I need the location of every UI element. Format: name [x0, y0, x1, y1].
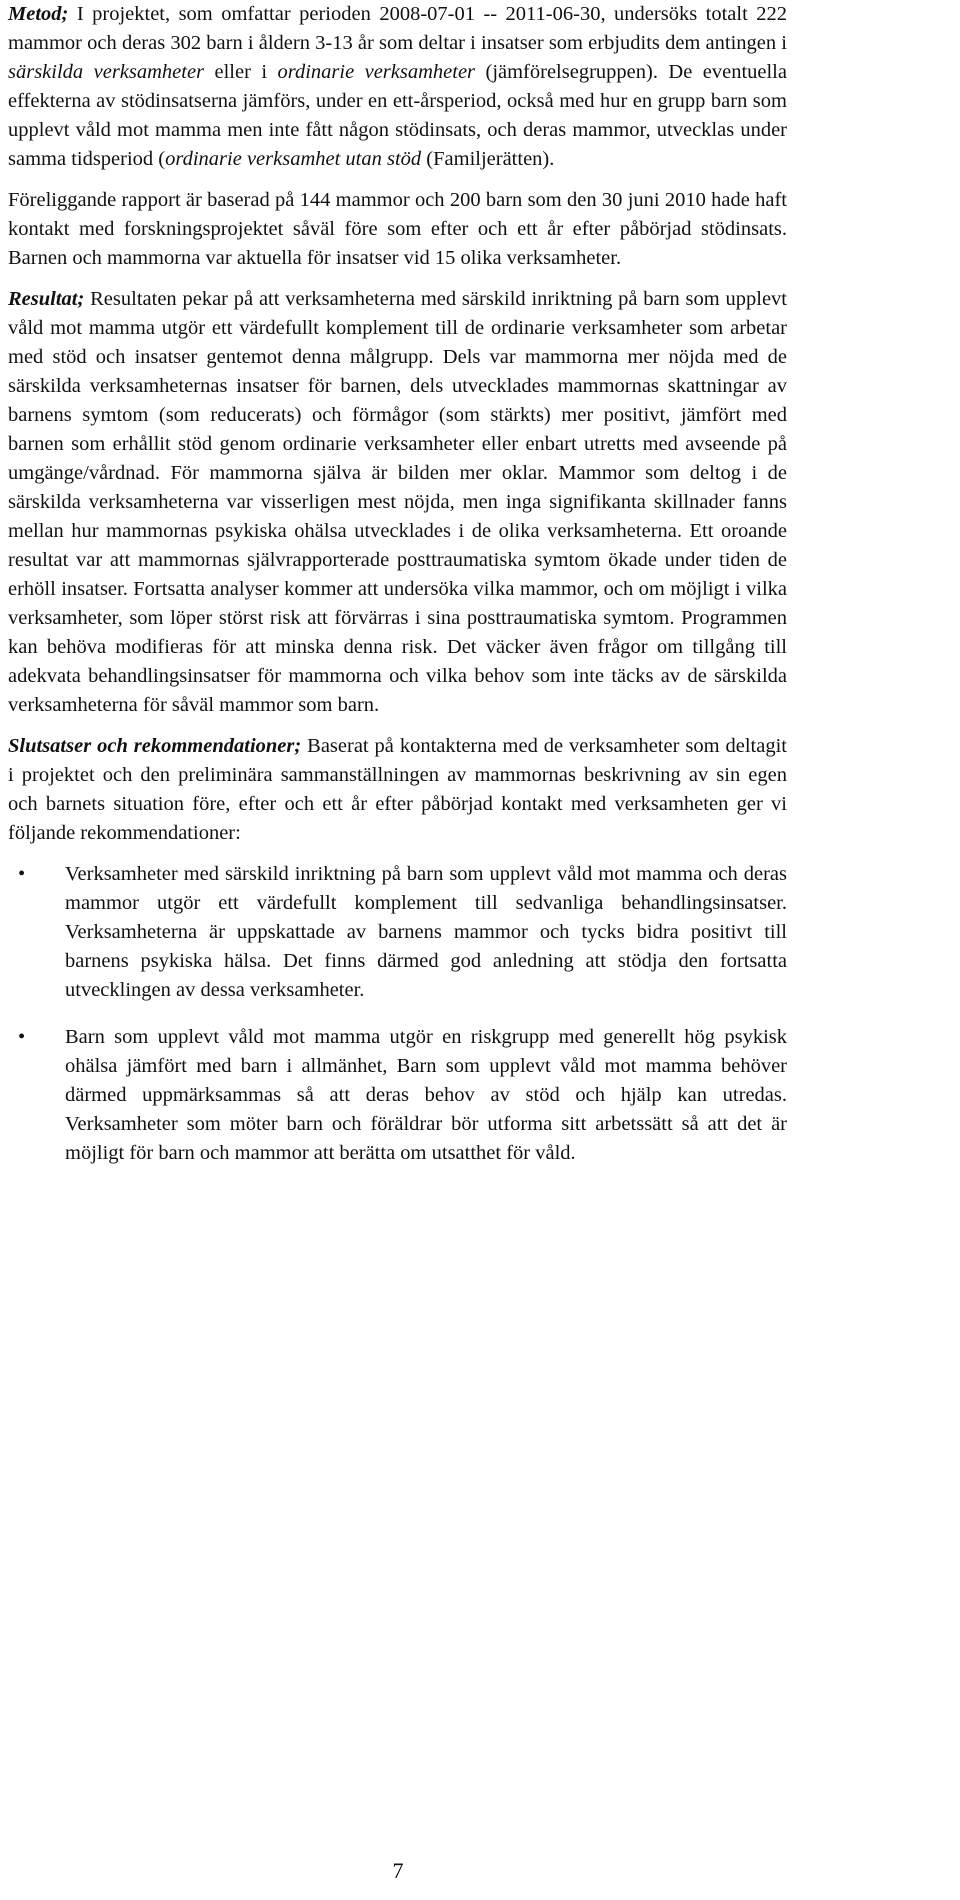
recommendation-list [8, 860, 787, 1168]
metod-italic-1: särskilda verksamheter [8, 61, 205, 83]
heading-resultat: Resultat; [8, 288, 85, 310]
resultat-text: Resultaten pekar på att verksamheterna med särskild inriktning på barn som upplevt våld mot mamma utgör ett värdefullt komplement till de ordinarie verksamheter som arbetar med stöd och insatser gentemot denna målgrupp. Dels var mammorna mer nöjda med de särskilda verksamheternas insatser för barnen, dels utvecklades mammornas skattningar av barnens symtom (som reducerats) och förmågor (som stärkts) mer positivt, jämfört med barnen som erhållit stöd genom ordinarie verksamheter eller enbart utretts med avseende på umgänge/vårdnad. För mammorna själva är bilden mer oklar. Mammor som deltog i de särskilda verksamheterna var visserligen mest nöjda, men inga signifikanta skillnader fanns mellan hur mammornas psykiska ohälsa utvecklades i de olika verksamheterna. Ett oroande resultat var att mammornas självrapporterade posttraumatiska symtom ökade under tiden de erhöll insatser. Fortsatta analyser kommer att undersöka vilka mammor, och om möjligt i vilka verksamheter, som löper störst risk att förvärras i sina posttraumatiska symtom. Programmen kan behöva modifieras för att minska denna risk. Det väcker även frågor om tillgång till adekvata behandlingsinsatser för mammorna och vilka behov som inte täcks av de särskilda verksamheterna för såväl mammor som barn. [8, 288, 787, 716]
bullet-icon: • [18, 863, 26, 885]
metod-text-1: I projektet, som omfattar perioden 2008-07-01 -- 2011-06-30, undersöks totalt 222 mammor och deras 302 barn i åldern 3-13 år som deltar i insatser som erbjudits dem antingen i [8, 3, 787, 54]
bullet-icon: • [18, 1026, 26, 1048]
document-page [8, 0, 787, 1186]
metod-text-2: eller i [204, 61, 278, 83]
page-number: 7 [392, 1858, 404, 1883]
slutsatser-text: Baserat på kontakterna med de verksamheter som deltagit i projektet och den preliminära sammanställningen av mammornas beskrivning av sin egen och barnets situation före, efter och ett år efter påbörjad kontakt med verksamheten ger vi följande rekommendationer: [8, 735, 787, 844]
paragraph-metod [8, 0, 787, 174]
list-item [8, 1023, 787, 1168]
metod-text-4: (Familjerätten). [421, 148, 555, 170]
metod-text-3: (jämförelsegruppen). De eventuella effekterna av stödinsatserna jämförs, under en ett-årsperiod, också med hur en grupp barn som upplevt våld mot mamma men inte fått någon stödinsats, och deras mammor, utvecklas under samma tidsperiod ( [8, 61, 787, 170]
paragraph-resultat [8, 285, 787, 720]
metod-italic-2: ordinarie verksamheter [277, 61, 476, 83]
heading-metod: Metod; [8, 3, 69, 25]
list-item [8, 860, 787, 1005]
heading-slutsatser: Slutsatser och rekommendationer; [8, 735, 302, 757]
metod-italic-3: ordinarie verksamhet utan stöd [165, 148, 422, 170]
paragraph-foreliggande: Föreliggande rapport är baserad på 144 mammor och 200 barn som den 30 juni 2010 hade haft kontakt med forskningsprojektet såväl före som efter och ett år efter påbörjad stödinsats. Barnen och mammorna var aktuella för insatser vid 15 olika verksamheter. [8, 189, 787, 269]
recommendation-text-2: Barn som upplevt våld mot mamma utgör en riskgrupp med generellt hög psykisk ohälsa jämfört med barn i allmänhet, Barn som upplevt våld mot mamma behöver därmed uppmärksammas så att deras behov av stöd och hjälp kan utredas. Verksamheter som möter barn och föräldrar bör utforma sitt arbetssätt så att det är möjligt för barn och mammor att berätta om utsatthet för våld. [65, 1026, 787, 1164]
recommendation-text-1: Verksamheter med särskild inriktning på barn som upplevt våld mot mamma och deras mammor utgör ett värdefullt komplement till sedvanliga behandlingsinsatser. Verksamheterna är uppskattade av barnens mammor och tycks bidra positivt till barnens psykiska hälsa. Det finns därmed god anledning att stödja den fortsatta utvecklingen av dessa verksamheter. [65, 863, 787, 1001]
paragraph-slutsatser [8, 732, 787, 848]
